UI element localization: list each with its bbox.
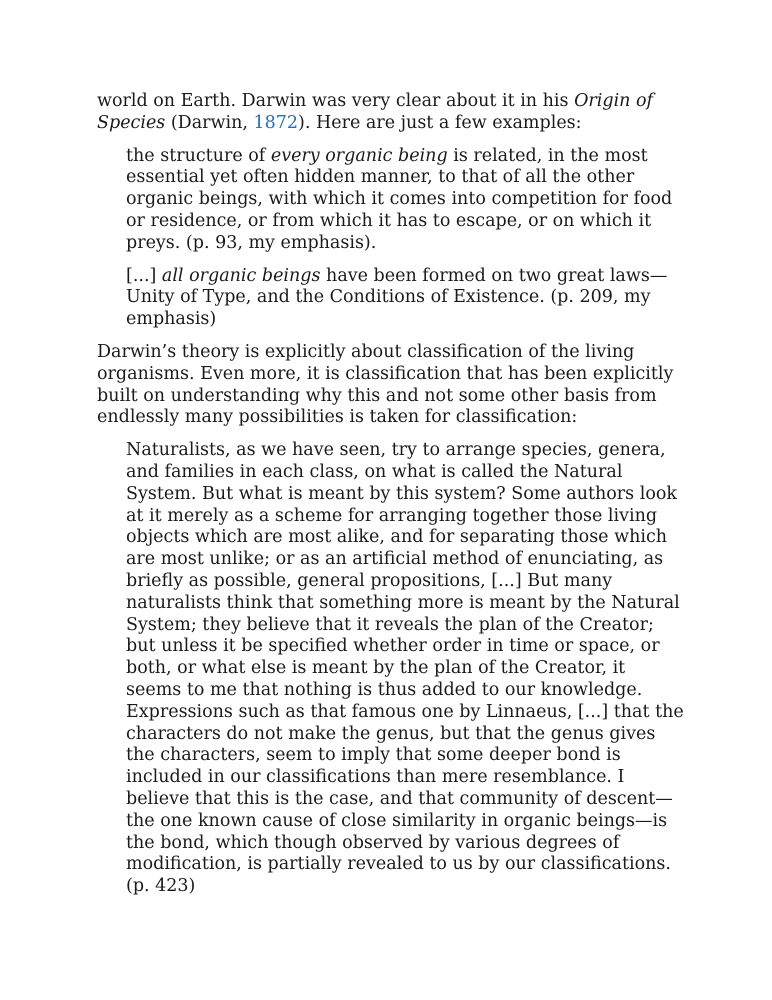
- document-body: [97, 91, 687, 898]
- paragraph-intro-text-c: (Darwin,: [165, 112, 254, 133]
- paragraph-intro-text-d: ). Here are just a few examples:: [298, 112, 582, 133]
- paragraph-intro-text-a: world on Earth. Darwin was very clear about it in his: [97, 91, 575, 111]
- block-quote-2-text-c: have been formed on two great laws—Unity of Type, and the Conditions of Existence. (p. 209, my emphasis): [126, 265, 668, 330]
- paragraph-intro: [97, 91, 687, 135]
- block-quote-1-emphasis: every organic being: [270, 145, 448, 166]
- block-quote-2: [126, 266, 685, 331]
- block-quote-3: Naturalists, as we have seen, try to arrange species, genera, and families in each class, on what is called the Natural System. But what is meant by this system? Some authors look at it merely as a scheme for arranging together those living objects which are most alike, and for separating those which are most unlike; or as an artificial method of enunciating, as briefly as possible, general propositions, [...] But many naturalists think that something more is meant by the Natural System; they believe that it reveals the plan of the Creator; but unless it be specified whether order in time or space, or both, or what else is meant by the plan of the Creator, it seems to me that nothing is thus added to our knowledge. Expressions such as that famous one by Linnaeus, [...] that the characters do not make the genus, but that the genus gives the characters, seem to imply that some deeper bond is included in our classifications than mere resemblance. I believe that this is the case, and that community of descent—the one known cause of close similarity in organic beings—is the bond, which though observed by various degrees of modification, is partially revealed to us by our classifications. (p. 423): [126, 440, 684, 897]
- paragraph-classification: Darwin’s theory is explicitly about classification of the living organisms. Even more, it is classification that has been explicitly built on understanding why this and not some other basis from endlessly many possibilities is taken for classification:: [97, 341, 674, 428]
- block-quote-1-text-c: is related, in the most essential yet often hidden manner, to that of all the other organic beings, with which it comes into competition for food or residence, or from which it has to escape, or on which it preys. (p. 93, my emphasis).: [126, 145, 673, 253]
- citation-link-1872[interactable]: 1872: [253, 112, 299, 133]
- block-quote-2-emphasis: all organic beings: [161, 265, 321, 286]
- block-quote-1: [126, 146, 685, 255]
- block-quote-2-text-a: [...]: [126, 265, 162, 286]
- book-title-origin-of-species: Origin of Species: [97, 91, 654, 133]
- block-quote-1-text-a: the structure of: [126, 145, 271, 166]
